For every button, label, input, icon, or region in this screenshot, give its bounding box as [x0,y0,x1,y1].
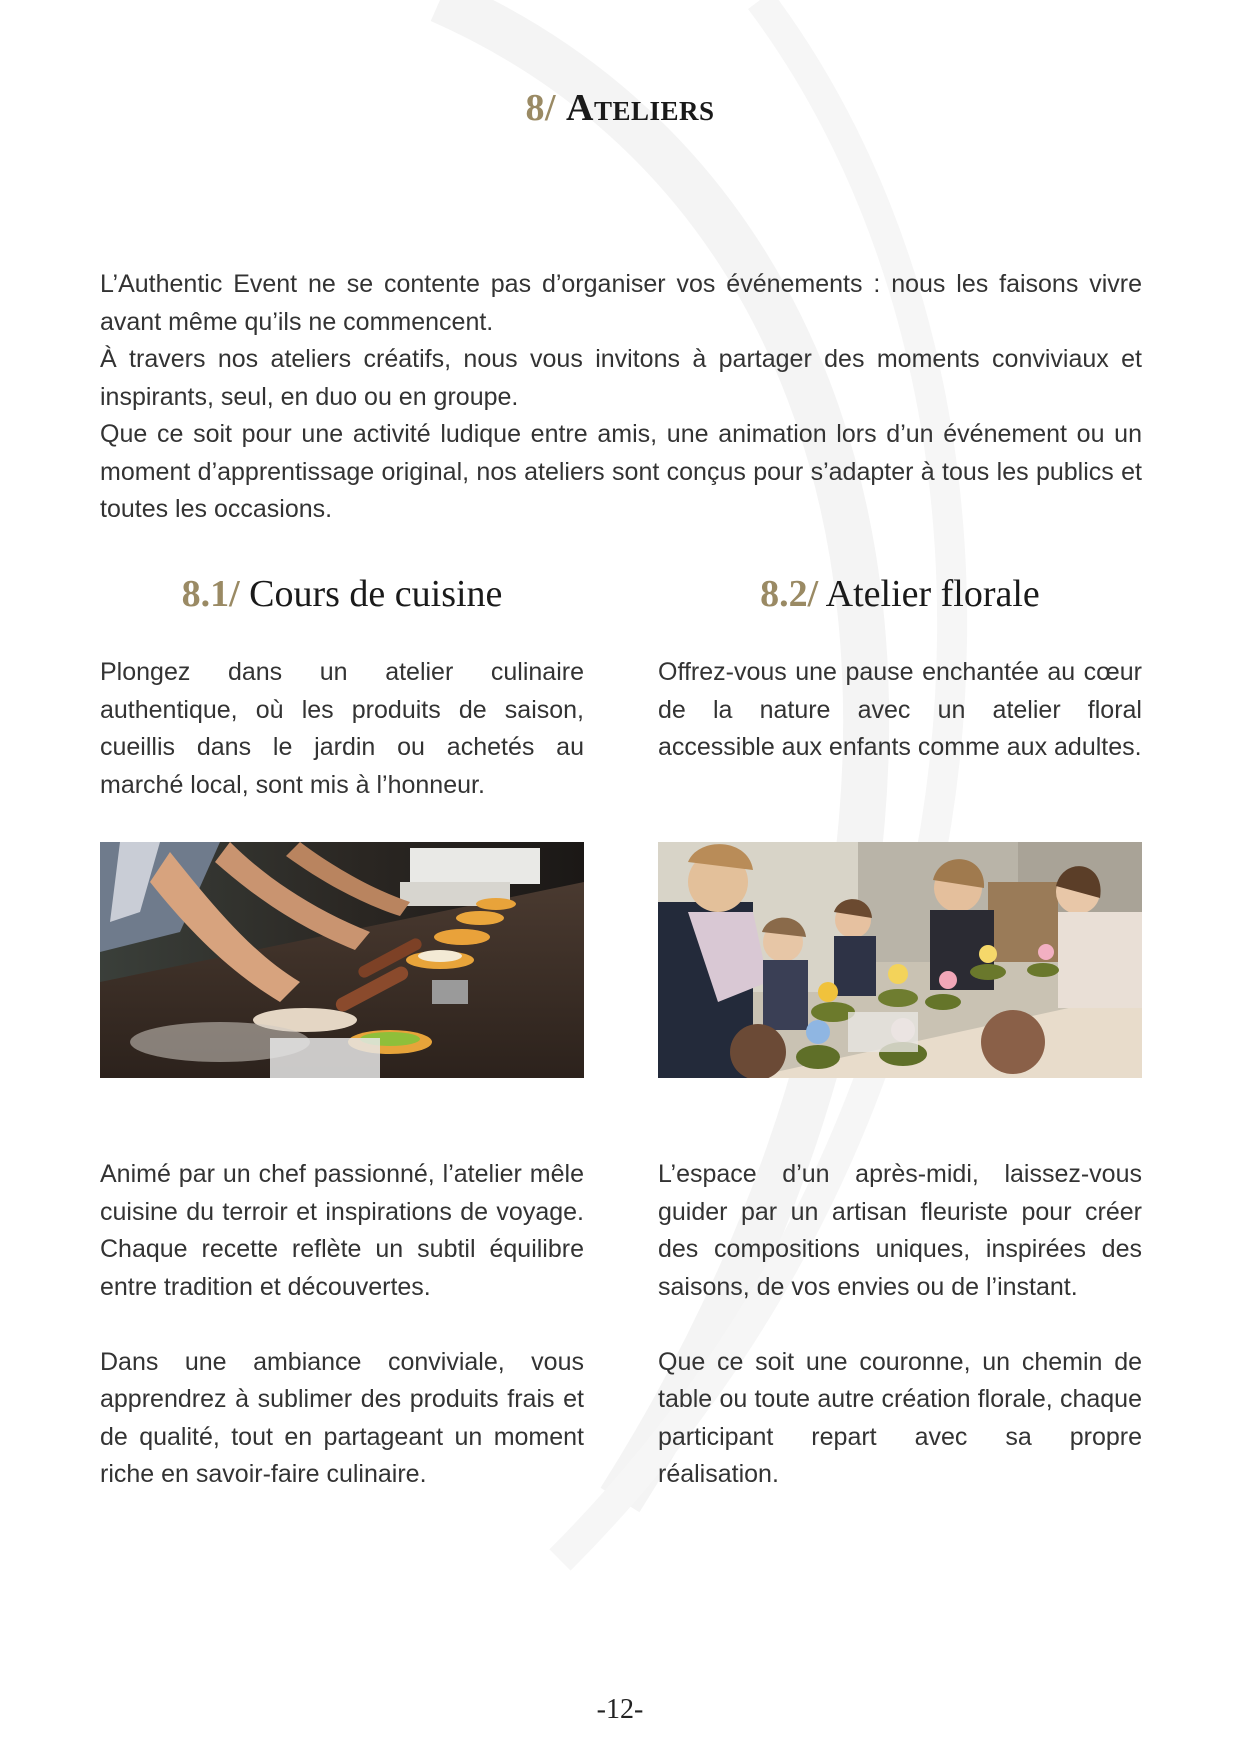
floral-workshop-photo [658,842,1142,1078]
section-paragraph: Que ce soit une couronne, un chemin de table ou toute autre création florale, chaque participant repart avec sa propre réalisation. [658,1347,1142,1488]
page-title-number: 8/ [525,87,557,129]
section-number: 8.2/ [760,573,819,615]
page-number: -12- [596,1694,644,1725]
section-lead: Offrez-vous une pause enchantée au cœur de la nature avec un atelier floral accessible aux enfants comme aux adultes. [658,658,1142,761]
section-paragraph: L’espace d’un après-midi, laissez-vous guider par un artisan fleuriste pour créer des compositions uniques, inspirées des saisons, de vos envies ou de l’instant. [658,1160,1142,1301]
section-title [658,572,1142,616]
intro-paragraph: Que ce soit pour une activité ludique entre amis, une animation lors d’un événement ou un moment d’apprentissage original, nos ateliers sont conçus pour s’adapter à tous les publics et toutes les occasions. [100,420,1142,523]
section-floral [658,0,1142,1754]
cooking-class-photo [100,842,584,1078]
intro-paragraph: L’Authentic Event ne se contente pas d’organiser vos événements : nous les faisons vivre avant même qu’ils ne commencent. [100,270,1142,336]
section-title-text: Atelier florale [825,573,1040,615]
section-number: 8.1/ [181,573,240,615]
section-paragraph: Animé par un chef passionné, l’atelier mêle cuisine du terroir et inspirations de voyage. Chaque recette reflète un subtil équilibre entre tradition et découvertes. [100,1160,584,1301]
intro-paragraph: À travers nos ateliers créatifs, nous vous invitons à partager des moments conviviaux et inspirants, seul, en duo ou en groupe. [100,345,1142,411]
section-paragraph: Dans une ambiance conviviale, vous apprendrez à sublimer des produits frais et de qualité, tout en partageant un moment riche en savoir-faire culinaire. [100,1347,584,1488]
section-cooking [100,0,584,1754]
page-title-text: Ateliers [566,87,715,129]
section-title-text: Cours de cuisine [249,573,503,615]
section-lead: Plongez dans un atelier culinaire authentique, où les produits de saison, cueillis dans le jardin ou achetés au marché local, sont mis à l’honneur. [100,658,584,799]
section-title [100,572,584,616]
